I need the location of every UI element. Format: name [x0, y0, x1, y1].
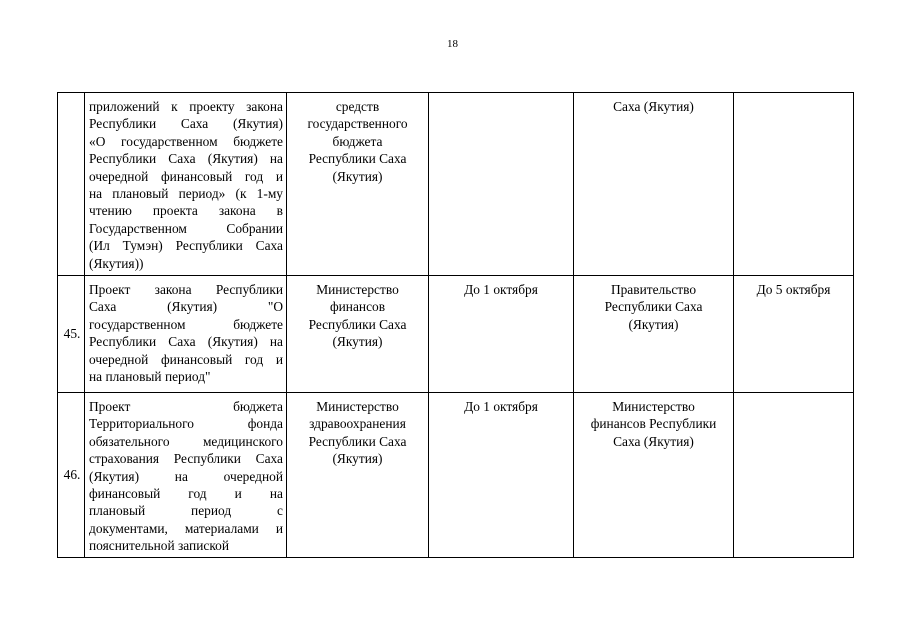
recipient-line: Правительство [610, 282, 697, 297]
deadline-line: До 1 октября [464, 282, 538, 297]
recipient-line: Саха (Якутия) [613, 433, 694, 449]
description-cell [85, 393, 287, 558]
responsible-line: Министерство [316, 282, 399, 297]
page-number: 18 [447, 38, 458, 50]
description-line: чтению проекта закона в [89, 203, 283, 219]
responsible-cell [287, 393, 429, 558]
deadline-cell [429, 393, 574, 558]
description-line: очередной финансовый год и [89, 351, 283, 367]
row-number-cell [58, 276, 85, 393]
table-row-46 [58, 393, 854, 558]
description-line: пояснительной запиской [89, 538, 230, 554]
responsible-line: (Якутия) [332, 451, 383, 467]
responsible-line: бюджета [332, 133, 383, 149]
document-table [57, 92, 854, 558]
description-line: Республики Саха (Якутия) на [89, 151, 283, 167]
recipient-cell [574, 276, 734, 393]
description-line: Территориального фонда [89, 416, 283, 432]
description-line: Республики Саха (Якутия) [89, 116, 283, 132]
description-line: на плановый период» (к 1-му [89, 186, 283, 202]
description-line: на плановый период" [89, 369, 211, 385]
description-line: «О государственном бюджете [89, 133, 283, 149]
table-row-continued [58, 93, 854, 276]
responsible-line: финансов [329, 299, 386, 315]
description-line: финансовый год и на [89, 486, 283, 502]
row-number-cell [58, 93, 85, 276]
recipient-deadline-cell [734, 276, 854, 393]
recipient-line: (Якутия) [628, 316, 679, 332]
recipient-line: Республики Саха [604, 299, 703, 315]
responsible-line: Республики Саха [308, 151, 407, 167]
recipient-line: Саха (Якутия) [613, 99, 694, 114]
responsible-line: здравоохранения [309, 416, 406, 432]
description-line: документами, материалами и [89, 520, 283, 536]
deadline-cell [429, 93, 574, 276]
responsible-line: Республики Саха [308, 433, 407, 449]
responsible-cell [287, 93, 429, 276]
responsible-line: Министерство [316, 399, 399, 414]
responsible-line: (Якутия) [332, 168, 383, 184]
row-number-cell [58, 393, 85, 558]
description-line: Республики Саха (Якутия) на [89, 334, 283, 350]
table-row-45 [58, 276, 854, 393]
description-line: (Ил Тумэн) Республики Саха [89, 238, 283, 254]
row-number: 45. [63, 326, 81, 342]
description-line: государственном бюджете [89, 316, 283, 332]
responsible-line: Республики Саха [308, 316, 407, 332]
responsible-line: средств [335, 99, 380, 114]
responsible-cell [287, 276, 429, 393]
description-line: (Якутия)) [89, 255, 144, 271]
recipient-deadline-line: До 5 октября [756, 282, 831, 297]
description-line: Государственном Собрании [89, 220, 283, 236]
description-line: страхования Республики Саха [89, 451, 283, 467]
responsible-line: (Якутия) [332, 334, 383, 350]
description-cell [85, 276, 287, 393]
recipient-cell [574, 93, 734, 276]
description-line: обязательного медицинского [89, 433, 283, 449]
description-line: Проект бюджета [89, 399, 283, 414]
description-line: Саха (Якутия) "О [89, 299, 283, 315]
description-line: очередной финансовый год и [89, 168, 283, 184]
recipient-deadline-cell [734, 93, 854, 276]
recipient-cell [574, 393, 734, 558]
recipient-line: Министерство [612, 399, 695, 414]
deadline-cell [429, 276, 574, 393]
recipient-line: финансов Республики [590, 416, 717, 432]
row-number: 46. [63, 467, 81, 483]
responsible-line: государственного [307, 116, 408, 132]
description-line: приложений к проекту закона [89, 99, 283, 114]
description-line: Проект закона Республики [89, 282, 283, 297]
description-line: (Якутия) на очередной [89, 468, 283, 484]
description-cell [85, 93, 287, 276]
description-line: плановый период с [89, 503, 283, 519]
recipient-deadline-cell [734, 393, 854, 558]
deadline-line: До 1 октября [464, 399, 538, 414]
